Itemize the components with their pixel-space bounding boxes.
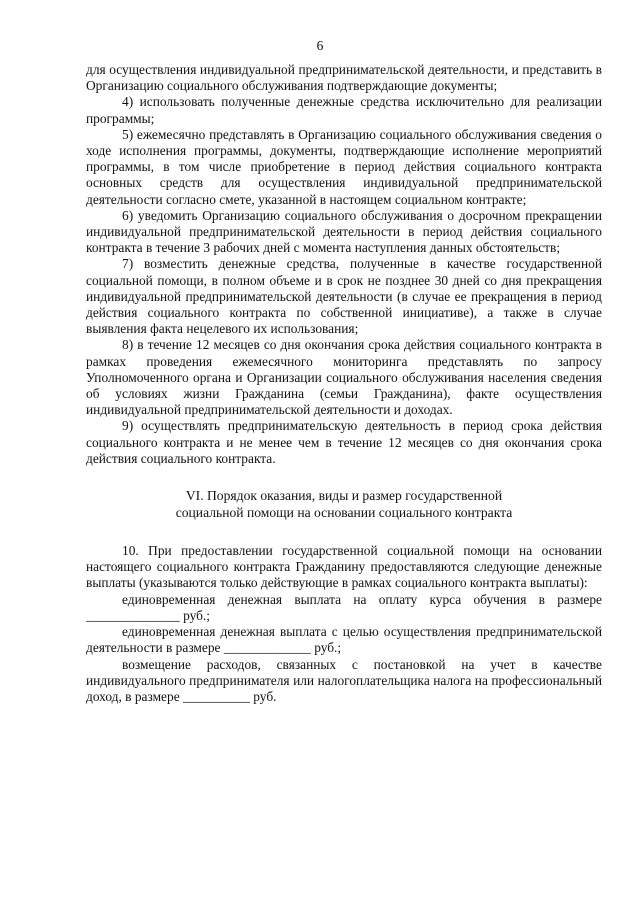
- obligations-list: [86, 62, 602, 467]
- section-heading-line-1: VI. Порядок оказания, виды и размер государственной: [185, 488, 503, 504]
- paragraph-item-9: 9) осуществлять предпринимательскую деятельность в период срока действия социального контракта и не менее чем в течение 12 месяцев со дня окончания срока действия социального контракта.: [86, 418, 602, 466]
- payment-business: единовременная денежная выплата с целью осуществления предпринимательской деятельности в размере _____________ руб.;: [86, 624, 602, 656]
- paragraph-item-6: 6) уведомить Организацию социального обслуживания о досрочном прекращении индивидуальной предпринимательской деятельности в период действия социального контракта в течение 3 рабочих дней с момента наступления данных обстоятельств;: [86, 207, 602, 256]
- section-heading: [86, 487, 602, 521]
- payment-registration-costs: возмещение расходов, связанных с постановкой на учет в качестве индивидуального предпринимателя или налогоплательщика налога на профессиональный доход, в размере __________ руб.: [86, 656, 602, 704]
- paragraph-item-4: 4) использовать полученные денежные средства исключительно для реализации программы;: [86, 94, 602, 126]
- page-number: 6: [316, 38, 324, 53]
- paragraph-item-5: 5) ежемесячно представлять в Организацию социального обслуживания сведения о ходе исполнения программы, документы, подтверждающие исполнение мероприятий программы, в том числе приобретение в период действия социального контракта основных средств для осуществления индивидуальной предпринимательской деятельности согласно смете, указанной в настоящем социальном контракте;: [86, 126, 602, 207]
- paragraph-item-7: 7) возместить денежные средства, полученные в качестве государственной социальной помощи, в полном объеме и в срок не позднее 30 дней со дня прекращения индивидуальной предпринимательской деятельности (в случае ее прекращения в период действия социального контракта по собственной инициативе), а также в случае выявления факта нецелевого их использования;: [86, 256, 602, 337]
- payments-section: [86, 543, 602, 705]
- payment-training: единовременная денежная выплата на оплату курса обучения в размере ______________ руб.;: [86, 591, 602, 623]
- section-heading-line-2: социальной помощи на основании социального контракта: [175, 505, 513, 521]
- paragraph-item-8: 8) в течение 12 месяцев со дня окончания срока действия социального контракта в рамках проведения ежемесячного мониторинга представлять по запросу Уполномоченного органа и Организации социального обслуживания населения сведения об условиях жизни Гражданина (семьи Гражданина), факте осуществления индивидуальной предпринимательской деятельности и доходах.: [86, 337, 602, 418]
- spacer: [86, 521, 602, 543]
- paragraph-continuation: для осуществления индивидуальной предпринимательской деятельности, и представить в Организацию социального обслуживания подтверждающие документы;: [86, 62, 602, 94]
- paragraph-item-10: 10. При предоставлении государственной социальной помощи на основании настоящего социального контракта Гражданину предоставляются следующие денежные выплаты (указываются только действующие в рамках социального контракта выплаты):: [86, 543, 602, 591]
- spacer: [86, 467, 602, 487]
- document-body: [86, 62, 602, 705]
